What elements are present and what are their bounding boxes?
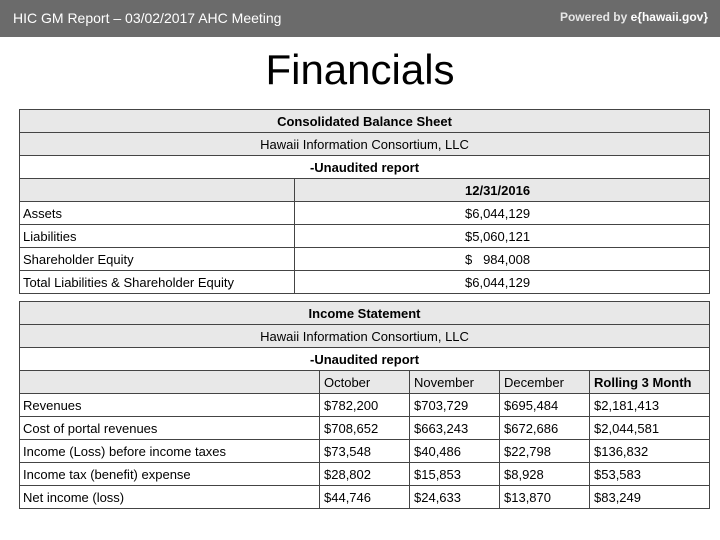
table-row bbox=[20, 248, 710, 271]
row-label: Cost of portal revenues bbox=[20, 417, 320, 440]
cell-value: $22,798 bbox=[500, 440, 590, 463]
table-row bbox=[20, 486, 710, 509]
cell-value: $136,832 bbox=[590, 440, 710, 463]
powered-by bbox=[560, 10, 708, 24]
cell-value: $8,928 bbox=[500, 463, 590, 486]
cell-value: $15,853 bbox=[410, 463, 500, 486]
column-header: November bbox=[410, 371, 500, 394]
income-statement-company: Hawaii Information Consortium, LLC bbox=[20, 325, 710, 348]
table-row bbox=[20, 440, 710, 463]
row-value: $ 984,008 bbox=[295, 248, 710, 271]
cell-value: $672,686 bbox=[500, 417, 590, 440]
cell-value: $2,181,413 bbox=[590, 394, 710, 417]
cell-value: $663,243 bbox=[410, 417, 500, 440]
balance-sheet-subtitle: -Unaudited report bbox=[20, 156, 710, 179]
balance-sheet-table bbox=[19, 109, 710, 294]
cell-value: $2,044,581 bbox=[590, 417, 710, 440]
balance-sheet-title: Consolidated Balance Sheet bbox=[20, 110, 710, 133]
table-row bbox=[20, 417, 710, 440]
table-row bbox=[20, 463, 710, 486]
income-header-blank bbox=[20, 371, 320, 394]
row-label: Income (Loss) before income taxes bbox=[20, 440, 320, 463]
cell-value: $703,729 bbox=[410, 394, 500, 417]
row-label: Revenues bbox=[20, 394, 320, 417]
table-row bbox=[20, 271, 710, 294]
page-title: Financials bbox=[265, 46, 455, 93]
cell-value: $24,633 bbox=[410, 486, 500, 509]
column-header: Rolling 3 Month bbox=[590, 371, 710, 394]
balance-header-blank bbox=[20, 179, 295, 202]
income-statement-title: Income Statement bbox=[20, 302, 710, 325]
table-row bbox=[20, 225, 710, 248]
cell-value: $28,802 bbox=[320, 463, 410, 486]
row-value: $6,044,129 bbox=[295, 271, 710, 294]
income-statement-table bbox=[19, 301, 710, 509]
header-bar bbox=[0, 0, 720, 37]
row-label: Net income (loss) bbox=[20, 486, 320, 509]
report-title: HIC GM Report – 03/02/2017 AHC Meeting bbox=[13, 10, 282, 26]
row-label: Income tax (benefit) expense bbox=[20, 463, 320, 486]
cell-value: $708,652 bbox=[320, 417, 410, 440]
row-label: Liabilities bbox=[20, 225, 295, 248]
row-label: Shareholder Equity bbox=[20, 248, 295, 271]
cell-value: $695,484 bbox=[500, 394, 590, 417]
powered-by-prefix: Powered by bbox=[559, 10, 631, 24]
column-header: October bbox=[320, 371, 410, 394]
row-value: $5,060,121 bbox=[295, 225, 710, 248]
row-label: Total Liabilities & Shareholder Equity bbox=[20, 271, 295, 294]
cell-value: $53,583 bbox=[590, 463, 710, 486]
cell-value: $13,870 bbox=[500, 486, 590, 509]
ehawaii-logo: e{hawaii.gov} bbox=[630, 10, 708, 24]
cell-value: $40,486 bbox=[410, 440, 500, 463]
cell-value: $73,548 bbox=[320, 440, 410, 463]
balance-date-header: 12/31/2016 bbox=[295, 179, 710, 202]
cell-value: $83,249 bbox=[590, 486, 710, 509]
cell-value: $782,200 bbox=[320, 394, 410, 417]
income-statement-subtitle: -Unaudited report bbox=[20, 348, 710, 371]
balance-sheet-company: Hawaii Information Consortium, LLC bbox=[20, 133, 710, 156]
cell-value: $44,746 bbox=[320, 486, 410, 509]
table-row bbox=[20, 394, 710, 417]
table-row bbox=[20, 202, 710, 225]
row-label: Assets bbox=[20, 202, 295, 225]
column-header: December bbox=[500, 371, 590, 394]
row-value: $6,044,129 bbox=[295, 202, 710, 225]
